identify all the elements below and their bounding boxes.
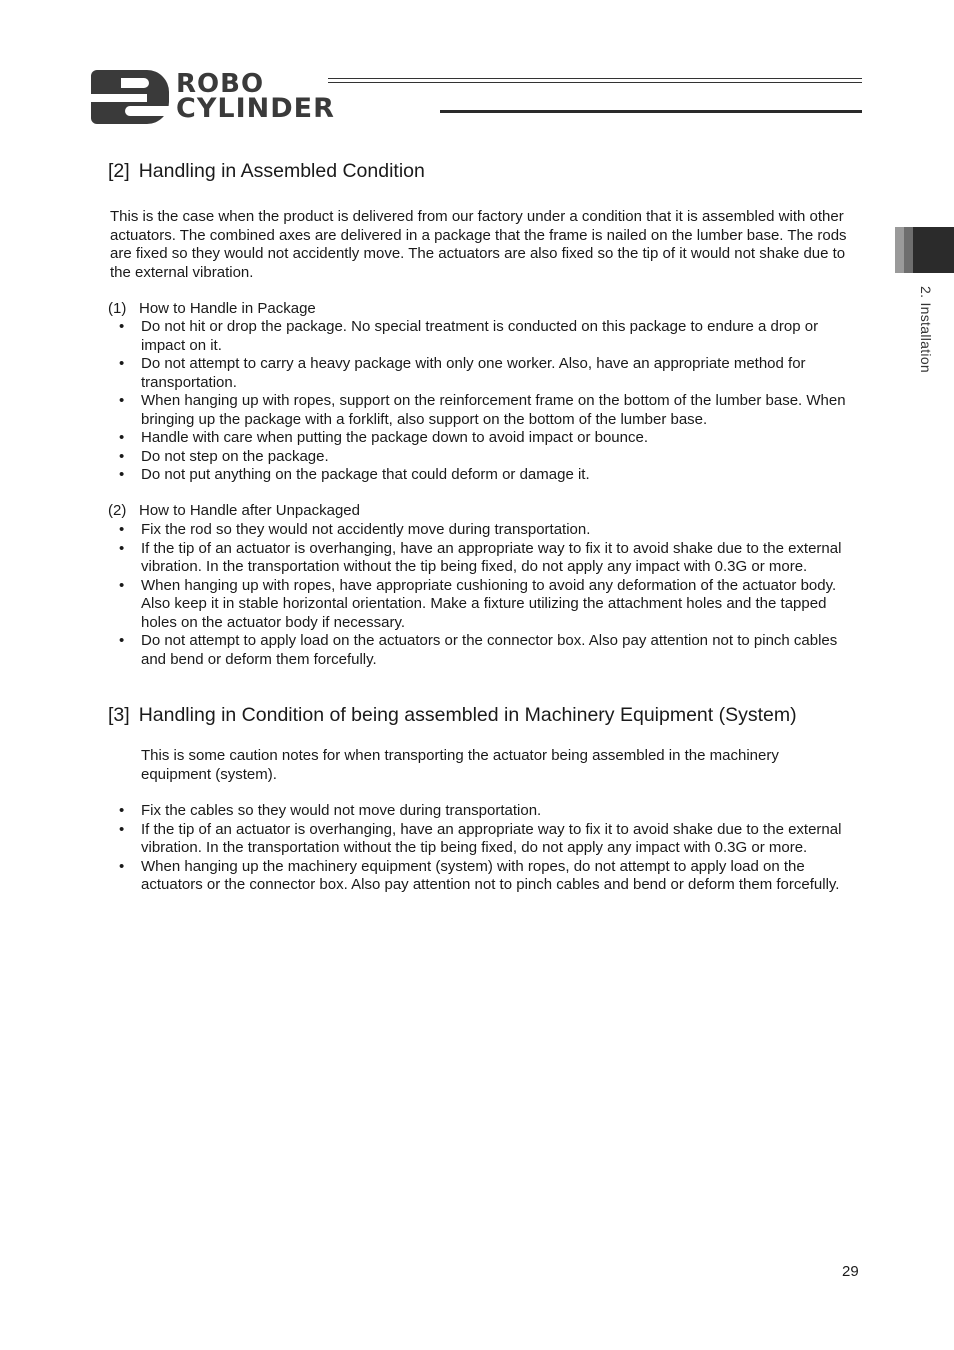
subsection-1-title: How to Handle in Package bbox=[139, 300, 316, 317]
list-item: • When hanging up the machinery equipment (system) with ropes, do not attempt to apply load on the actuators or the connector box. Also pay attention not to pinch cables and bend or deform them forcefully. bbox=[141, 858, 865, 895]
section-3-intro: This is some caution notes for when transporting the actuator being assembled in the machinery equipment (system). bbox=[141, 747, 779, 783]
logo-line-2: CYLINDER bbox=[176, 93, 335, 124]
list-item: • Handle with care when putting the package down to avoid impact or bounce. bbox=[141, 429, 865, 448]
list-item: • Fix the cables so they would not move during transportation. bbox=[141, 802, 865, 821]
header-rule-thin-2 bbox=[328, 82, 862, 83]
subsection-1-index: (1) bbox=[108, 300, 127, 317]
section-3-title: Handling in Condition of being assembled in Machinery Equipment (System) bbox=[138, 704, 797, 726]
list-item: • Do not step on the package. bbox=[141, 448, 865, 467]
section-2-heading bbox=[108, 160, 425, 183]
subsection-2-title: How to Handle after Unpackaged bbox=[139, 502, 360, 519]
list-item: • Do not put anything on the package that could deform or damage it. bbox=[141, 466, 865, 485]
list-item: • Fix the rod so they would not accidently move during transportation. bbox=[141, 521, 865, 540]
subsection-1-list bbox=[141, 318, 865, 485]
list-item: • If the tip of an actuator is overhanging, have an appropriate way to fix it to avoid shake due to the external vibration. In the transportation without the tip being fixed, do not apply any impact with 0.3G or more. bbox=[141, 821, 865, 858]
page-number: 29 bbox=[842, 1263, 859, 1280]
section-3-number: [3] bbox=[108, 704, 130, 726]
list-item: • If the tip of an actuator is overhanging, have an appropriate way to fix it to avoid shake due to the external vibration. In the transportation without the tip being fixed, do not apply any impact with 0.3G or more. bbox=[141, 540, 865, 577]
list-item: • Do not attempt to carry a heavy package with only one worker. Also, have an appropriate method for transportation. bbox=[141, 355, 865, 392]
logo-line-1: ROBO bbox=[176, 69, 265, 99]
rc-logo-icon bbox=[91, 70, 169, 124]
subsection-2-list bbox=[141, 521, 865, 669]
header-rule-thick bbox=[440, 110, 862, 113]
list-item: • Do not attempt to apply load on the actuators or the connector box. Also pay attention not to pinch cables and bend or deform them forcefully. bbox=[141, 632, 865, 669]
section-2-number: [2] bbox=[108, 160, 130, 182]
list-item: • Do not hit or drop the package. No special treatment is conducted on this package to endure a drop or impact on it. bbox=[141, 318, 865, 355]
section-2-title: Handling in Assembled Condition bbox=[138, 160, 425, 182]
chapter-tab-label: 2. Installation bbox=[918, 286, 934, 373]
list-item: • When hanging up with ropes, support on the reinforcement frame on the bottom of the lumber base. When bringing up the package with a forklift, also support on the bottom of the lumber base. bbox=[141, 392, 865, 429]
section-2-intro: This is the case when the product is delivered from our factory under a condition that it is assembled with other actuators. The combined axes are delivered in a package that the frame is nailed on the lumber base. The rods are fixed so they would not accidently move. The actuators are also fixed so the tip of it would not shake due to the external vibration. bbox=[110, 208, 847, 281]
section-3-heading bbox=[108, 704, 797, 727]
chapter-tab-marker bbox=[895, 227, 954, 273]
subsection-2-index: (2) bbox=[108, 502, 127, 519]
header-rule-thin-1 bbox=[328, 78, 862, 79]
section-3-list bbox=[141, 802, 865, 895]
subsection-1-heading bbox=[108, 300, 316, 319]
list-item: • When hanging up with ropes, have appropriate cushioning to avoid any deformation of the actuator body. Also keep it in stable horizontal orientation. Make a fixture utilizing the attachment holes and the tapped holes on the actuator body if necessary. bbox=[141, 577, 865, 633]
subsection-2-heading bbox=[108, 502, 360, 521]
